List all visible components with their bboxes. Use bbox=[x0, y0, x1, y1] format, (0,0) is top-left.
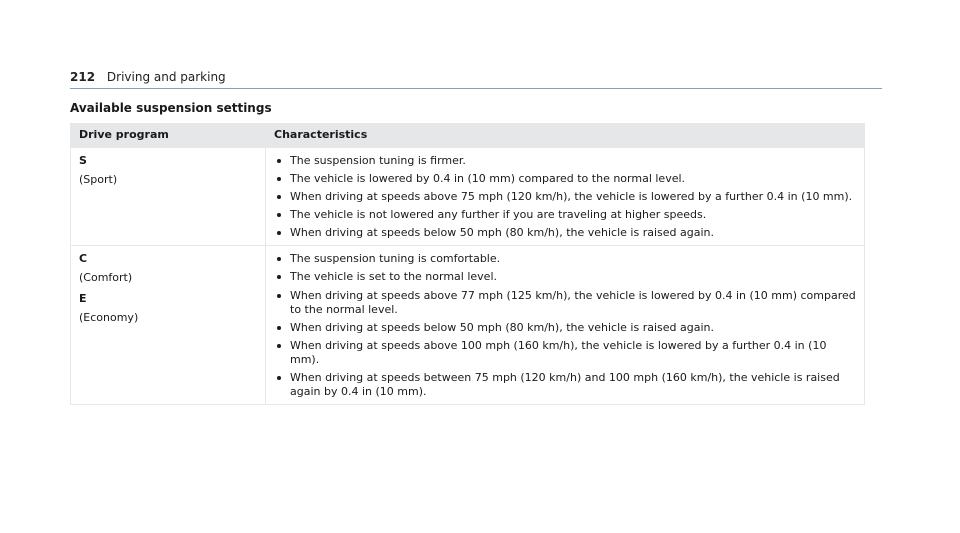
list-item bbox=[274, 252, 856, 266]
table-row bbox=[71, 148, 865, 246]
section-title: Available suspension settings bbox=[70, 101, 272, 115]
header-divider bbox=[70, 88, 882, 89]
list-item bbox=[274, 339, 856, 367]
characteristics-list bbox=[274, 252, 856, 399]
bullet-icon bbox=[277, 275, 281, 279]
list-item-text: When driving at speeds below 50 mph (80 km/h), the vehicle is raised again. bbox=[290, 320, 714, 334]
page-number: 212 bbox=[70, 70, 96, 84]
list-item-text: When driving at speeds above 75 mph (120 km/h), the vehicle is lowered by a further 0.4 in (10 mm). bbox=[290, 190, 853, 204]
bullet-icon bbox=[277, 376, 281, 380]
list-item-text: The vehicle is lowered by 0.4 in (10 mm) compared to the normal level. bbox=[290, 172, 686, 186]
drive-program-cell bbox=[71, 246, 266, 405]
list-item-text: The suspension tuning is comfortable. bbox=[290, 252, 501, 266]
bullet-icon bbox=[277, 326, 281, 330]
list-item bbox=[274, 371, 856, 399]
list-item bbox=[274, 172, 856, 186]
mode-code: E bbox=[79, 291, 87, 305]
characteristics-cell bbox=[266, 246, 865, 405]
list-item-text: When driving at speeds below 50 mph (80 km/h), the vehicle is raised again. bbox=[290, 226, 714, 240]
section-name: Driving and parking bbox=[106, 70, 226, 84]
list-item bbox=[274, 289, 856, 317]
column-header-drive-program: Drive program bbox=[71, 124, 266, 148]
bullet-icon bbox=[277, 195, 281, 199]
page-header bbox=[70, 70, 226, 84]
mode-name: (Economy) bbox=[79, 310, 139, 324]
list-item bbox=[274, 226, 856, 240]
mode-code: C bbox=[79, 252, 88, 266]
characteristics-cell bbox=[266, 148, 865, 246]
list-item-text: The vehicle is set to the normal level. bbox=[290, 270, 498, 284]
table-header-row bbox=[71, 124, 865, 148]
bullet-icon bbox=[277, 294, 281, 298]
mode-name: (Comfort) bbox=[79, 271, 133, 285]
list-item-text: When driving at speeds above 77 mph (125 km/h), the vehicle is lowered by 0.4 in (10 mm) compared to the normal level. bbox=[290, 288, 856, 316]
drive-program-cell bbox=[71, 148, 266, 246]
list-item bbox=[274, 208, 856, 222]
column-header-characteristics: Characteristics bbox=[266, 124, 865, 148]
bullet-icon bbox=[277, 213, 281, 217]
list-item-text: The suspension tuning is firmer. bbox=[290, 154, 466, 167]
list-item bbox=[274, 321, 856, 335]
bullet-icon bbox=[277, 159, 281, 163]
bullet-icon bbox=[277, 231, 281, 235]
mode-code: S bbox=[79, 154, 87, 167]
list-item-text: When driving at speeds between 75 mph (120 km/h) and 100 mph (160 km/h), the vehicle is raised again by 0.4 in (10 mm). bbox=[290, 370, 840, 399]
suspension-settings-table bbox=[70, 123, 865, 405]
bullet-icon bbox=[277, 177, 281, 181]
list-item bbox=[274, 270, 856, 284]
bullet-icon bbox=[277, 344, 281, 348]
mode-name: (Sport) bbox=[79, 173, 118, 187]
list-item-text: The vehicle is not lowered any further if you are traveling at higher speeds. bbox=[290, 208, 707, 222]
table-row bbox=[71, 246, 865, 405]
list-item-text: When driving at speeds above 100 mph (160 km/h), the vehicle is lowered by a further 0.4 in (10 mm). bbox=[290, 338, 827, 366]
list-item bbox=[274, 190, 856, 204]
characteristics-list bbox=[274, 154, 856, 240]
bullet-icon bbox=[277, 257, 281, 261]
list-item bbox=[274, 154, 856, 168]
